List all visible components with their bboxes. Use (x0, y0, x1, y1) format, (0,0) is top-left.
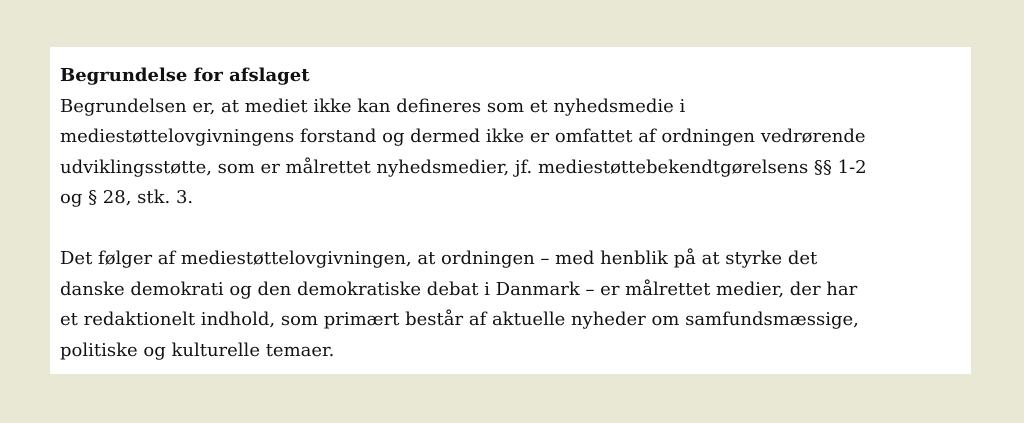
paragraph-2-line: Det følger af mediestøttelovgivningen, at ordningen – med henblik på at styrke det (60, 248, 818, 269)
paragraph-1-line: udviklingsstøtte, som er målrettet nyhedsmedier, jf. mediestøttebekendtgørelsens §§ 1-2 (60, 156, 867, 178)
paragraph-spacer (60, 214, 961, 245)
paragraph-1-line: mediestøttelovgivningens forstand og dermed ikke er omfattet af ordningen vedrørende (60, 126, 866, 147)
paragraph-2-line: politiske og kulturelle temaer. (60, 339, 335, 361)
paragraph-2-line: danske demokrati og den demokratiske debat i Danmark – er målrettet medier, der har (60, 278, 858, 300)
paragraph-1-line: Begrundelsen er, at mediet ikke kan defineres som et nyhedsmedie i (60, 95, 686, 117)
section-heading: Begrundelse for afslaget (60, 65, 310, 86)
document-text (60, 61, 961, 366)
paragraph-2 (60, 244, 961, 366)
paragraph-2-line: et redaktionelt indhold, som primært består af aktuelle nyheder om samfundsmæssige, (60, 309, 859, 330)
document-panel (50, 47, 971, 374)
paragraph-1-line: og § 28, stk. 3. (60, 187, 194, 208)
paragraph-1 (60, 92, 961, 214)
